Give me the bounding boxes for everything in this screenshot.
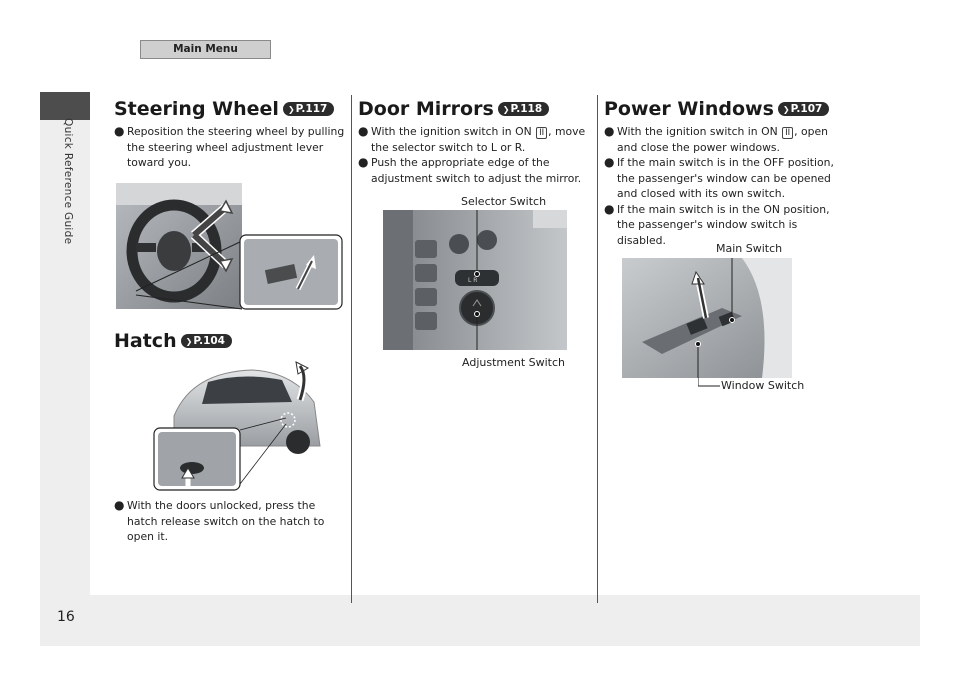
sidebar-tab <box>40 92 90 120</box>
list-item: ● If the main switch is in the OFF position, the passenger's window can be opened and closed with its own switch. <box>604 155 834 200</box>
mirrors-page-ref-link[interactable] <box>498 102 549 116</box>
bullet-icon: ● <box>114 124 125 138</box>
column-divider <box>351 95 352 603</box>
chevron-right-icon: ❯ <box>782 105 790 114</box>
ignition-key-icon: II <box>782 127 793 139</box>
windows-page-ref: P.107 <box>790 103 823 115</box>
main-menu-button[interactable]: Main Menu <box>140 40 271 59</box>
bullet-icon: ● <box>604 201 615 216</box>
steering-page-ref: P.117 <box>295 103 328 115</box>
ignition-key-icon: II <box>536 127 547 139</box>
windows-bullets <box>604 124 844 248</box>
chevron-right-icon: ❯ <box>185 337 193 346</box>
list-item: ● With the ignition switch in ON II , move the selector switch to L or R. <box>358 124 586 154</box>
windows-title: Power Windows <box>604 98 774 120</box>
steering-title: Steering Wheel <box>114 98 279 120</box>
list-item: ● Push the appropriate edge of the adjustment switch to adjust the mirror. <box>358 155 582 185</box>
windows-page-ref-link[interactable] <box>778 102 829 116</box>
list-item: ● Reposition the steering wheel by pulling the steering wheel adjustment lever toward you. <box>114 124 345 169</box>
switch-letters-label: L R <box>468 277 478 284</box>
list-item: ● If the main switch is in the ON position, the passenger's window switch is disabled. <box>604 201 830 247</box>
steering-wheel-illustration <box>116 183 344 311</box>
hatch-page-ref: P.104 <box>193 335 225 347</box>
steering-heading <box>114 98 334 120</box>
chevron-right-icon: ❯ <box>287 105 295 114</box>
main-switch-label: Main Switch <box>716 242 783 255</box>
bullet-icon: ● <box>114 498 125 512</box>
bullet-icon: ● <box>358 155 369 169</box>
window-switch-leader <box>698 376 722 388</box>
page-number: 16 <box>57 609 75 625</box>
sidebar-section-label: Quick Reference Guide <box>62 118 74 245</box>
hatch-bullets <box>114 498 346 545</box>
window-switch-label: Window Switch <box>721 379 805 392</box>
list-item: ● With the doors unlocked, press the hatch release switch on the hatch to open it. <box>114 498 325 543</box>
mirrors-bullets <box>358 124 590 186</box>
steering-bullets <box>114 124 346 171</box>
power-window-switch-illustration <box>622 258 792 378</box>
steering-page-ref-link[interactable] <box>283 102 334 116</box>
mirrors-heading <box>358 98 549 120</box>
hatch-page-ref-link[interactable] <box>181 334 232 348</box>
bullet-icon: ● <box>604 155 615 169</box>
chevron-right-icon: ❯ <box>502 105 510 114</box>
hatch-heading <box>114 330 232 352</box>
mirrors-page-ref: P.118 <box>510 103 543 115</box>
selector-switch-label: Selector Switch <box>461 195 547 208</box>
bullet-icon: ● <box>358 124 369 138</box>
door-mirror-switch-illustration <box>383 210 567 350</box>
hatch-title: Hatch <box>114 330 177 352</box>
mirrors-title: Door Mirrors <box>358 98 494 120</box>
adjustment-switch-label: Adjustment Switch <box>462 356 566 369</box>
bullet-icon: ● <box>604 124 615 138</box>
list-item: ● With the ignition switch in ON II , open and close the power windows. <box>604 124 828 154</box>
column-divider <box>597 95 598 603</box>
hatch-illustration <box>152 360 328 492</box>
windows-heading <box>604 98 829 120</box>
